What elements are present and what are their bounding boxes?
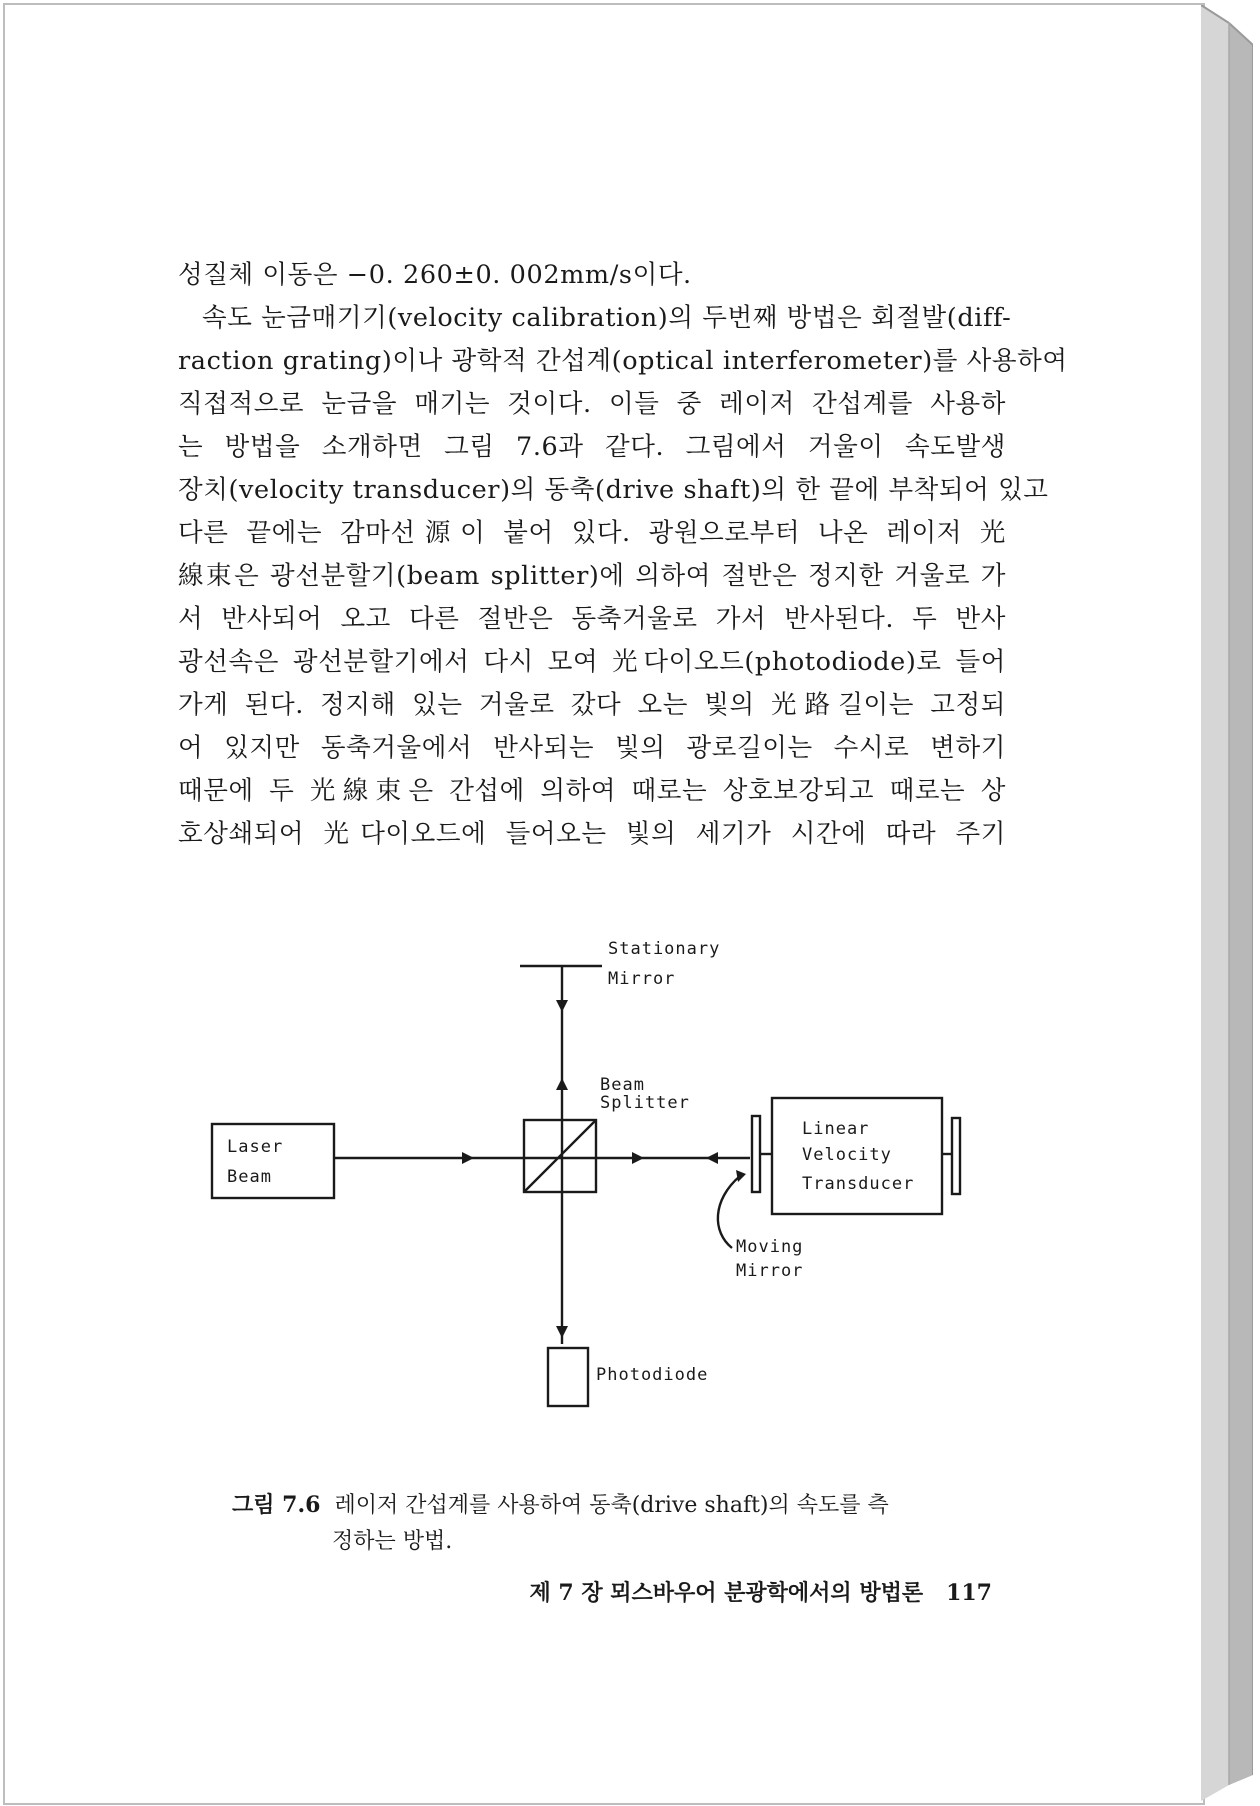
label-beam-splitter: Beam — [600, 1075, 645, 1095]
text-line: 광선속은 광선분할기에서 다시 모여 光다이오드(photodiode)로 들어 — [178, 647, 1006, 677]
figure-number: 그림 7.6 — [232, 1492, 321, 1518]
text-line: 때문에 두 光線束은 간섭에 의하여 때로는 상호보강되고 때로는 상 — [178, 776, 1006, 806]
label-moving-mirror: Mirror — [736, 1261, 804, 1281]
label-transducer: Velocity — [802, 1145, 892, 1165]
photodiode-box — [548, 1348, 588, 1406]
arrow-down-to-splitter — [556, 1000, 568, 1012]
back-mirror — [952, 1118, 960, 1194]
arrow-splitter-to-mirror — [632, 1152, 644, 1164]
label-transducer: Linear — [802, 1119, 870, 1139]
running-footer — [480, 1576, 992, 1607]
text-line: 장치(velocity transducer)의 동축(drive shaft)의 한 끝에 부착되어 있고 — [178, 475, 1049, 505]
label-transducer: Transducer — [802, 1174, 915, 1194]
text-line: 서 반사되어 오고 다른 절반은 동축거울로 가서 반사된다. 두 반사 — [178, 604, 1006, 634]
text-line: raction grating)이나 광학적 간섭계(optical interferometer)를 사용하여 — [178, 346, 1068, 376]
text-line: 線束은 광선분할기(beam splitter)에 의하여 절반은 정지한 거울로 가 — [178, 561, 1006, 591]
text-line: 직접적으로 눈금을 매기는 것이다. 이들 중 레이저 간섭계를 사용하 — [178, 389, 1006, 419]
text-line: 어 있지만 동축거울에서 반사되는 빛의 광로길이는 수시로 변하기 — [178, 733, 1006, 763]
chapter-title: 제 7 장 뫼스바우어 분광학에서의 방법론 — [529, 1580, 924, 1606]
arrow-pointer-head — [736, 1170, 746, 1182]
arrow-up-from-splitter — [556, 1078, 568, 1090]
label-stationary-mirror: Mirror — [608, 969, 676, 989]
arrow-mirror-return — [706, 1152, 718, 1164]
beam-splitter-diagonal — [524, 1120, 596, 1192]
arrow-down-to-photodiode — [556, 1326, 568, 1338]
label-stationary-mirror: Stationary — [608, 939, 721, 959]
label-moving-mirror: Moving — [736, 1237, 804, 1257]
text-line: 가게 된다. 정지해 있는 거울로 갔다 오는 빛의 光路길이는 고정되 — [178, 690, 1006, 720]
caption-line: 레이저 간섭계를 사용하여 동축(drive shaft)의 속도를 측 — [334, 1493, 889, 1518]
text-line: 다른 끝에는 감마선源이 붙어 있다. 광원으로부터 나온 레이저 光 — [178, 518, 1006, 548]
text-line: 성질체 이동은 −0. 260±0. 002mm/s이다. — [178, 260, 692, 290]
text-line: 호상쇄되어 光다이오드에 들어오는 빛의 세기가 시간에 따라 주기 — [178, 819, 1006, 849]
text-line: 는 방법을 소개하면 그림 7.6과 같다. 그림에서 거울이 속도발생 — [178, 432, 1006, 462]
label-beam-splitter: Splitter — [600, 1093, 690, 1113]
label-laser-beam: Beam — [227, 1167, 272, 1187]
figure-caption — [232, 1487, 1012, 1560]
text-line: 속도 눈금매기기(velocity calibration)의 두번째 방법은 회절발(diff- — [202, 303, 1012, 333]
book-spine — [1201, 5, 1253, 1801]
moving-mirror — [752, 1116, 760, 1192]
label-photodiode: Photodiode — [596, 1365, 709, 1385]
label-laser-beam: Laser — [227, 1137, 284, 1157]
arrow-laser-to-splitter — [462, 1152, 474, 1164]
page-number: 117 — [946, 1580, 992, 1606]
caption-line: 정하는 방법. — [332, 1529, 453, 1554]
